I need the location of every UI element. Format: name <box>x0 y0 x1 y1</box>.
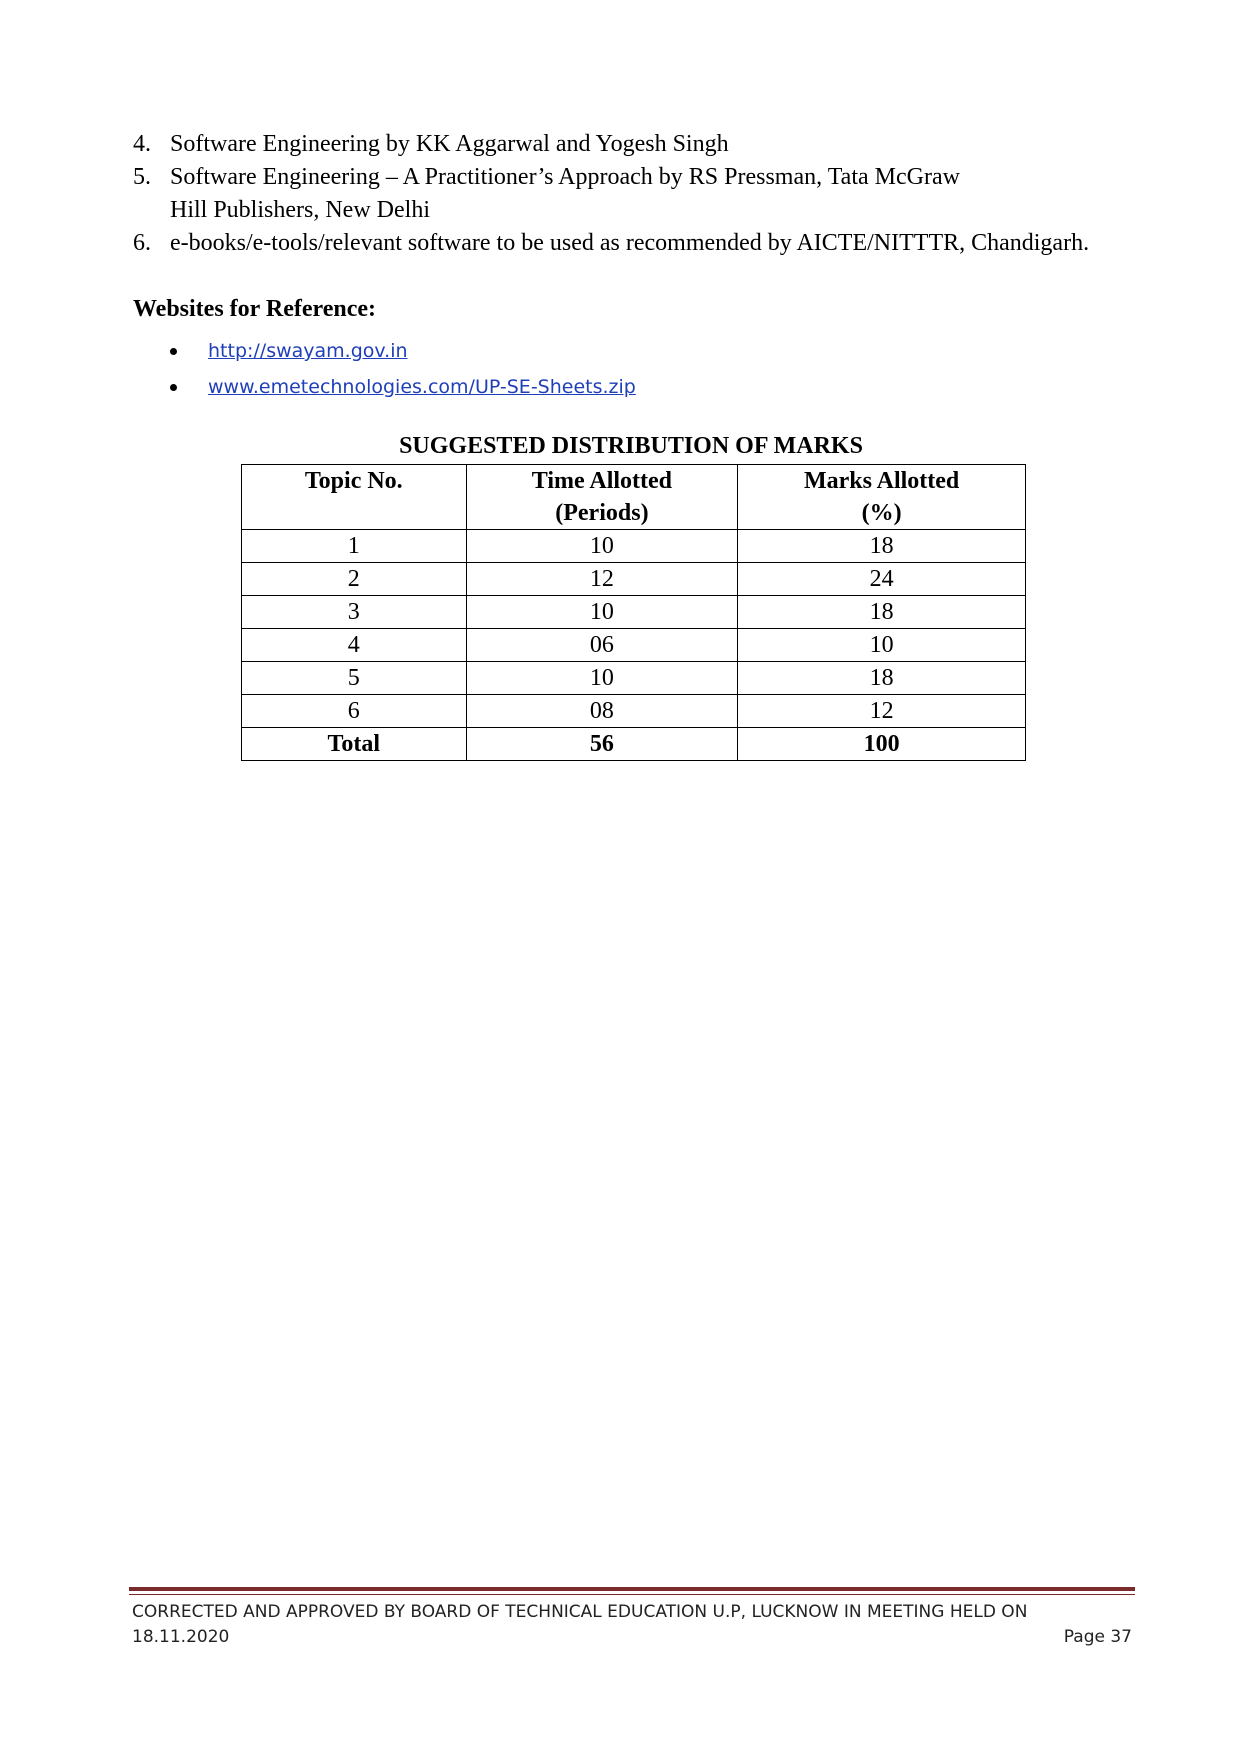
header-label: Time Allotted <box>531 468 673 494</box>
table-row <box>242 563 1026 596</box>
footer-second-line <box>132 1625 1132 1650</box>
cell-total-label: Total <box>242 728 467 761</box>
cell-marks: 10 <box>738 629 1026 662</box>
websites-heading: Websites for Reference: <box>133 296 377 322</box>
cell-marks: 18 <box>738 596 1026 629</box>
reference-item-6 <box>133 227 1153 260</box>
cell-time: 10 <box>466 596 738 629</box>
header-sublabel: (Periods) <box>555 500 649 526</box>
bullet-icon <box>170 348 177 355</box>
cell-topic: 2 <box>242 563 467 596</box>
cell-topic: 1 <box>242 530 467 563</box>
header-sublabel: (%) <box>861 500 902 526</box>
cell-time: 10 <box>466 662 738 695</box>
header-marks-allotted <box>738 465 1026 530</box>
cell-time: 10 <box>466 530 738 563</box>
cell-marks: 24 <box>738 563 1026 596</box>
website-item <box>170 333 636 369</box>
reference-text: Software Engineering – A Practitioner’s Approach by RS Pressman, Tata McGraw <box>170 164 960 190</box>
table-row <box>242 530 1026 563</box>
header-label: Marks Allotted <box>803 468 960 494</box>
reference-number: 4. <box>133 131 151 157</box>
table-title: SUGGESTED DISTRIBUTION OF MARKS <box>399 433 863 459</box>
table-row <box>242 695 1026 728</box>
table-header-row <box>242 465 1026 530</box>
footer-divider <box>129 1587 1135 1591</box>
footer-divider-thin <box>129 1594 1135 1595</box>
cell-topic: 4 <box>242 629 467 662</box>
website-item <box>170 369 636 405</box>
cell-time: 08 <box>466 695 738 728</box>
reference-list <box>133 128 1153 260</box>
footer-approval-text: CORRECTED AND APPROVED BY BOARD OF TECHNICAL EDUCATION U.P, LUCKNOW IN MEETING HELD ON <box>132 1602 1028 1622</box>
page-number: Page 37 <box>1063 1627 1132 1647</box>
cell-total-time: 56 <box>466 728 738 761</box>
website-link-swayam[interactable]: http://swayam.gov.in <box>208 340 408 362</box>
table-total-row <box>242 728 1026 761</box>
footer-date: 18.11.2020 <box>132 1627 230 1647</box>
cell-time: 12 <box>466 563 738 596</box>
cell-topic: 3 <box>242 596 467 629</box>
marks-distribution-table <box>241 464 1026 761</box>
reference-text-continued: Hill Publishers, New Delhi <box>170 197 430 223</box>
header-time-allotted <box>466 465 738 530</box>
table-row <box>242 629 1026 662</box>
table-row <box>242 662 1026 695</box>
table-row <box>242 596 1026 629</box>
reference-number: 5. <box>133 164 151 190</box>
reference-item-4 <box>133 128 1153 161</box>
header-topic-no <box>242 465 467 530</box>
reference-number: 6. <box>133 230 151 256</box>
cell-marks: 18 <box>738 530 1026 563</box>
header-label: Topic No. <box>304 468 403 494</box>
cell-marks: 18 <box>738 662 1026 695</box>
bullet-icon <box>170 384 177 391</box>
cell-topic: 5 <box>242 662 467 695</box>
cell-total-marks: 100 <box>738 728 1026 761</box>
page-footer <box>132 1600 1132 1650</box>
cell-marks: 12 <box>738 695 1026 728</box>
website-link-emetechnologies[interactable]: www.emetechnologies.com/UP-SE-Sheets.zip <box>208 376 636 398</box>
cell-time: 06 <box>466 629 738 662</box>
reference-text: e-books/e-tools/relevant software to be used as recommended by AICTE/NITTTR, Chandigarh. <box>170 230 1090 256</box>
reference-text: Software Engineering by KK Aggarwal and Yogesh Singh <box>170 131 729 157</box>
cell-topic: 6 <box>242 695 467 728</box>
website-list <box>170 333 636 405</box>
reference-item-5 <box>133 161 1153 227</box>
